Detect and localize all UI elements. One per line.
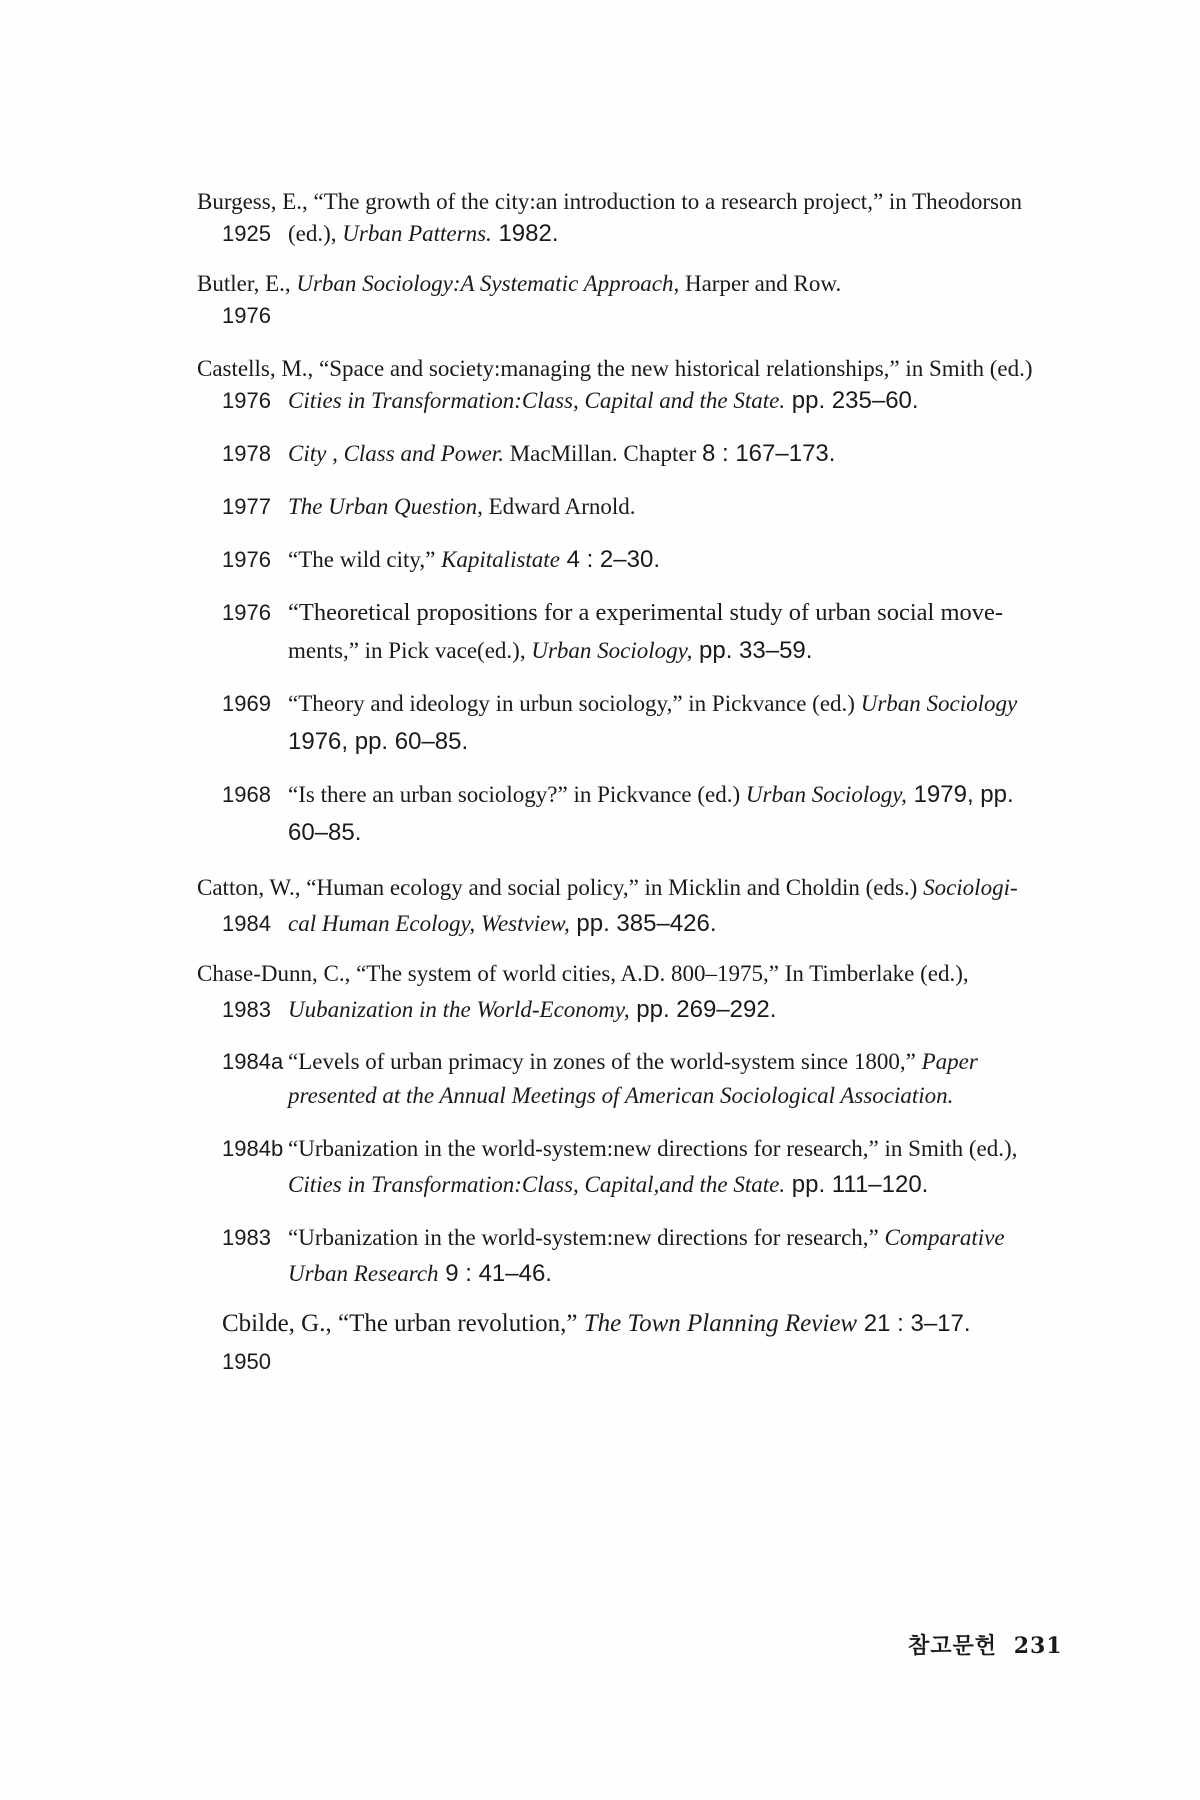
reference-number: pp. 111–120. [785, 1171, 929, 1198]
reference-text: “Urbanization in the world-system:new directions for research,” in Smith (ed.), [288, 1136, 1018, 1161]
reference-line [222, 1222, 1077, 1254]
reference-line [288, 726, 1077, 758]
reference-entry [197, 779, 1077, 849]
reference-line [222, 1308, 1077, 1340]
reference-entry [222, 1308, 1077, 1378]
reference-text: “The wild city,” [288, 547, 442, 572]
reference-publisher: Harper and Row. [679, 271, 842, 296]
reference-entry [197, 872, 1077, 940]
reference-year: 1977 [222, 494, 271, 519]
reference-title: Kapitalistate [441, 547, 560, 572]
reference-line [222, 779, 1077, 811]
reference-line: Chase-Dunn, C., “The system of world cities, A.D. 800–1975,” In Timberlake (ed.), [197, 961, 969, 986]
reference-list [197, 186, 1077, 1378]
reference-title: cal Human Ecology, Westview, [288, 911, 570, 936]
reference-line [222, 300, 1077, 332]
reference-entry [197, 186, 1077, 250]
reference-year: 1969 [222, 691, 271, 716]
footer-label: 참고문헌 [908, 1633, 998, 1659]
reference-title: Paper [921, 1049, 978, 1074]
reference-year: 1984a [222, 1049, 284, 1074]
reference-title: Urban Patterns. [342, 221, 492, 246]
reference-number: 21 : 3–17. [857, 1310, 971, 1337]
reference-text: Cbilde, G., “The urban revolution,” [222, 1310, 584, 1337]
reference-number: 60–85. [288, 819, 362, 846]
reference-title: Urban Sociology [860, 691, 1018, 716]
reference-line [222, 597, 1077, 629]
reference-entry [197, 1133, 1077, 1201]
reference-year: 1984b [222, 1136, 284, 1161]
reference-text: “Is there an urban sociology?” in Pickvance (ed.) [288, 782, 746, 807]
reference-title: presented at the Annual Meetings of American Sociological Association. [288, 1083, 954, 1108]
reference-title: Cities in Transformation:Class, Capital and the State. [288, 388, 786, 413]
reference-text: “Levels of urban primacy in zones of the world-system since 1800,” [288, 1049, 922, 1074]
reference-entry [197, 544, 1077, 576]
reference-title: The Town Planning Review [583, 1310, 858, 1337]
reference-line [222, 218, 1077, 250]
reference-title: Uubanization in the World-Economy, [288, 997, 630, 1022]
reference-line [222, 688, 1077, 720]
reference-line [222, 385, 1077, 417]
reference-text: “Theoretical propositions for a experimental study of urban social move- [288, 599, 1004, 626]
reference-entry [197, 958, 1077, 1026]
reference-title: City , Class and Power. [288, 441, 504, 466]
reference-year: 1976 [222, 600, 271, 625]
page-number: 231 [1013, 1633, 1063, 1659]
reference-year: 1976 [222, 303, 271, 328]
reference-line [222, 438, 1077, 470]
reference-line [222, 544, 1077, 576]
reference-author: Butler, E., [197, 271, 297, 296]
reference-line: Burgess, E., “The growth of the city:an introduction to a research project,” in Theodorson [197, 189, 1023, 214]
reference-text: (ed.), [288, 221, 343, 246]
reference-number: pp. 385–426. [569, 910, 717, 937]
reference-number: pp. 33–59. [692, 637, 813, 664]
reference-line [288, 1080, 1077, 1112]
reference-number: 1982. [491, 220, 559, 247]
reference-number: pp. 269–292. [629, 996, 777, 1023]
reference-line [222, 1046, 1077, 1078]
reference-line: Castells, M., “Space and society:managing the new historical relationships,” in Smith (ed.) [197, 356, 1033, 381]
reference-title: Urban Research [288, 1261, 439, 1286]
reference-entry [197, 353, 1077, 417]
reference-line [222, 908, 1077, 940]
reference-text: Edward Arnold. [482, 494, 636, 519]
reference-number: 4 : 2–30. [559, 546, 660, 573]
reference-year: 1968 [222, 782, 271, 807]
reference-year: 1925 [222, 221, 271, 246]
reference-entry [197, 268, 1077, 332]
reference-year: 1984 [222, 911, 271, 936]
reference-number: pp. 235–60. [785, 387, 919, 414]
reference-title: Cities in Transformation:Class, Capital,and the State. [288, 1172, 786, 1197]
reference-line [288, 635, 1077, 667]
reference-entry [197, 491, 1077, 523]
reference-line [222, 994, 1077, 1026]
reference-number: 1976, pp. 60–85. [288, 728, 469, 755]
reference-number: 9 : 41–46. [438, 1260, 552, 1287]
reference-title: Sociologi- [923, 875, 1018, 900]
reference-entry [197, 438, 1077, 470]
reference-entry [197, 688, 1077, 758]
reference-text: “Urbanization in the world-system:new directions for research,” [288, 1225, 885, 1250]
reference-entry [197, 597, 1077, 667]
reference-line [197, 872, 1077, 904]
reference-line [197, 268, 1077, 300]
reference-year: 1976 [222, 388, 271, 413]
reference-year: 1983 [222, 997, 271, 1022]
reference-number: 8 : 167–173. [701, 440, 836, 467]
reference-text: ments,” in Pick vace(ed.), [288, 638, 532, 663]
reference-title: Urban Sociology:A Systematic Approach, [296, 271, 680, 296]
reference-year: 1983 [222, 1225, 271, 1250]
reference-line [288, 817, 1077, 849]
reference-title: The Urban Question, [288, 494, 483, 519]
reference-number: 1979, pp. [906, 781, 1014, 808]
reference-entry [197, 1046, 1077, 1112]
reference-title: Urban Sociology, [531, 638, 693, 663]
reference-line [222, 1133, 1077, 1165]
reference-line [222, 1346, 1077, 1378]
reference-title: Urban Sociology, [745, 782, 907, 807]
reference-line [288, 1258, 1077, 1290]
reference-year: 1978 [222, 441, 271, 466]
reference-year: 1950 [222, 1349, 271, 1374]
reference-text: MacMillan. Chapter [503, 441, 702, 466]
reference-title: Comparative [884, 1225, 1005, 1250]
page-footer [908, 1629, 1063, 1660]
reference-text: Catton, W., “Human ecology and social policy,” in Micklin and Choldin (eds.) [197, 875, 924, 900]
reference-entry [197, 1222, 1077, 1290]
reference-line [222, 491, 1077, 523]
reference-line [288, 1169, 1077, 1201]
reference-text: “Theory and ideology in urbun sociology,” in Pickvance (ed.) [288, 691, 861, 716]
reference-year: 1976 [222, 547, 271, 572]
